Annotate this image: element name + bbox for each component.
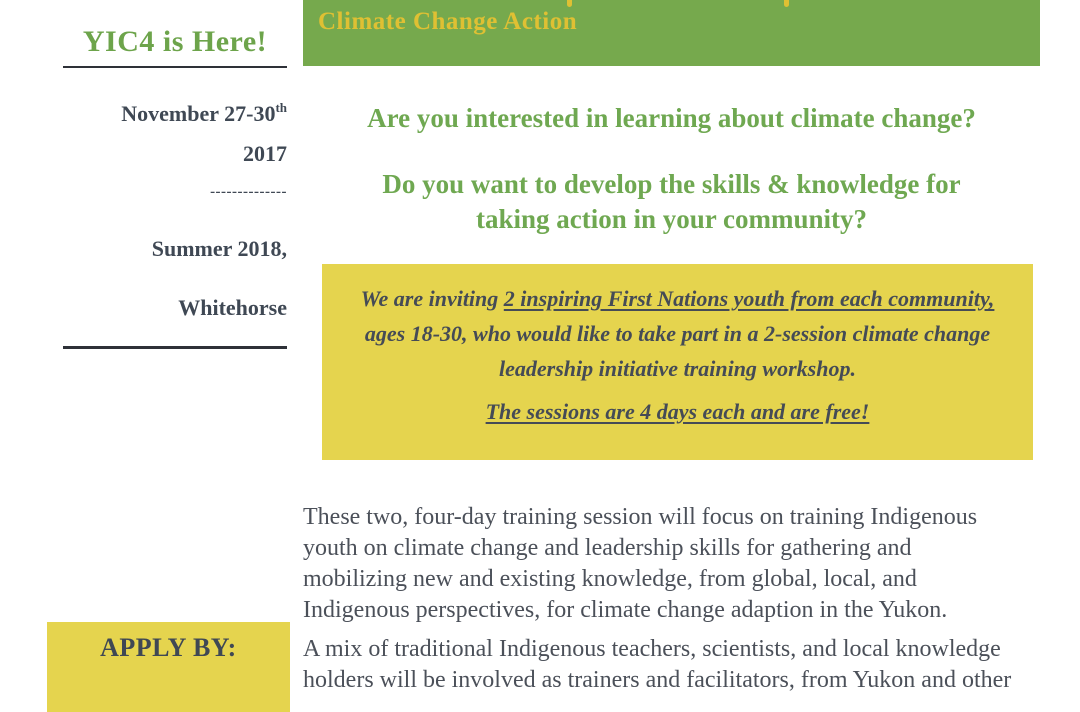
underlined-text: The sessions are 4 days each and are free!	[485, 399, 870, 424]
session1-dates	[63, 88, 287, 174]
flyer-title: YIC4 is Here!	[82, 25, 268, 59]
invite-line-1: We are inviting 2 inspiring First Nations youth from each community,	[360, 286, 995, 311]
text-line: mobilizing new and existing knowledge, from global, local, and	[303, 566, 917, 592]
question-2-line1: Do you want to develop the skills & knowledge for	[382, 169, 961, 199]
paragraph-1	[303, 502, 1028, 626]
cropped-line-descender-icon	[567, 0, 572, 7]
text-line: Indigenous perspectives, for climate change adaption in the Yukon.	[303, 597, 948, 623]
sidebar-divider-top	[63, 66, 287, 68]
invitation-box	[322, 264, 1033, 460]
text-line: A mix of traditional Indigenous teachers, scientists, and local knowledge	[303, 636, 1001, 662]
question-2	[303, 167, 1040, 237]
session2-date: Summer 2018,	[151, 236, 287, 261]
question-2-line2: taking action in your community?	[475, 204, 868, 234]
session2-location: Whitehorse	[178, 295, 287, 320]
text-line: These two, four-day training session will focus on training Indigenous	[303, 504, 978, 530]
invite-line-2: ages 18-30, who would like to take part in a 2-session climate change	[364, 321, 991, 346]
banner-subtitle: Climate Change Action	[318, 8, 578, 35]
question-1: Are you interested in learning about climate change?	[367, 103, 976, 133]
invite-line-3: leadership initiative training workshop.	[499, 356, 856, 381]
underlined-text: 2 inspiring First Nations youth from each community,	[503, 286, 995, 311]
sessions-note	[322, 394, 1033, 429]
text-line: holders will be involved as trainers and facilitators, from Yukon and other	[303, 667, 1012, 693]
sidebar-divider-bottom	[63, 346, 287, 349]
session1-date-line: November 27-30th	[121, 100, 287, 126]
paragraph-2	[303, 634, 1028, 696]
text-line: youth on climate change and leadership skills for gathering and	[303, 535, 912, 561]
cropped-line-descender-icon	[784, 0, 789, 7]
apply-by-label: APPLY BY:	[100, 633, 237, 662]
dashed-divider: --------------	[210, 184, 287, 200]
date-superscript: th	[275, 100, 287, 115]
apply-by-box	[47, 622, 290, 712]
header-banner	[303, 0, 1040, 66]
session1-year: 2017	[243, 141, 287, 166]
